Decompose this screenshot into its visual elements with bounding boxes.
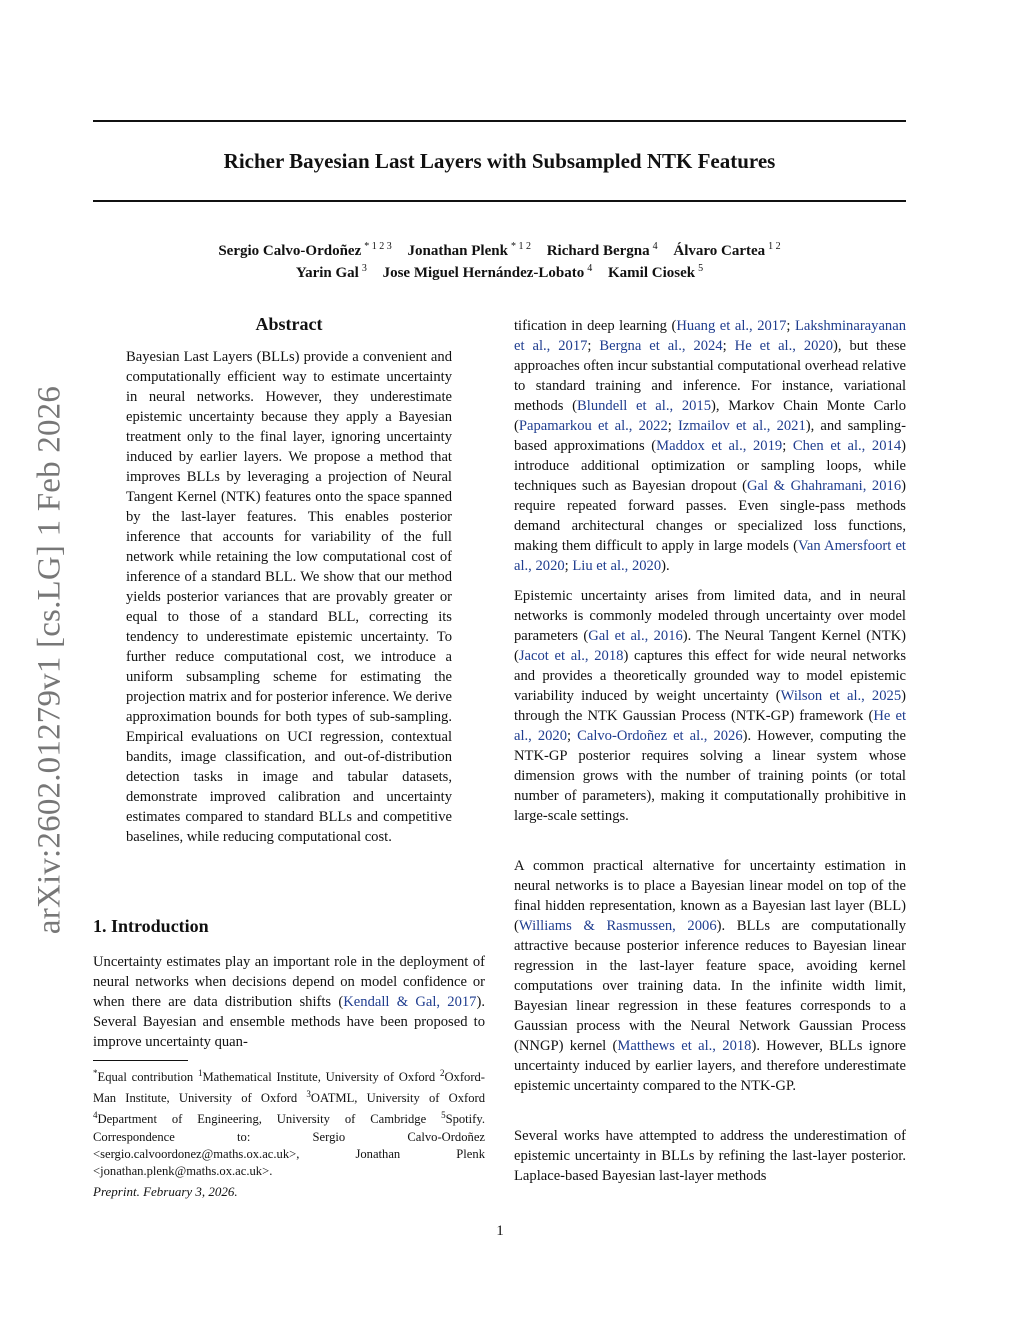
author: Yarin Gal $^3$ xyxy=(295,263,367,281)
citation-link[interactable]: Blundell et al., 2015 xyxy=(577,398,712,414)
citation-link[interactable]: Bergna et al., 2024 xyxy=(599,338,723,354)
arxiv-identifier-sidebar xyxy=(30,380,70,940)
author-list-line-2 xyxy=(93,258,906,284)
section-heading-introduction: 1. Introduction xyxy=(93,916,209,936)
introduction-paragraph: Uncertainty estimates play an important role in the deployment of neural networks when decisions depend on model confidence or when there are data distribution shifts (Kendall & Gal, 2017). Several Bayesian and ensemble methods have been proposed to improve uncertainty quan- xyxy=(93,954,485,1050)
paper-title: Richer Bayesian Last Layers with Subsampled NTK Features xyxy=(223,149,776,173)
citation-link[interactable]: Chen et al., 2014 xyxy=(792,438,902,454)
author: Jonathan Plenk $^{* 1 2}$ xyxy=(407,241,531,259)
arxiv-identifier[interactable]: arXiv:2602.01279v1 [cs.LG] 1 Feb 2026 xyxy=(31,385,68,935)
title-rule-bottom xyxy=(93,200,906,202)
citation-link[interactable]: Huang et al., 2017 xyxy=(676,318,787,334)
citation-link[interactable]: Calvo-Ordoñez et al., 2026 xyxy=(577,728,743,744)
citation-link[interactable]: Kendall & Gal, 2017 xyxy=(343,994,477,1010)
affiliation-footnote: *Equal contribution $^1$Mathematical Institute, University of Oxford $^2$Oxford-Man Institute, University of Oxford $^3$OATML, University of Oxford $^4$Department of Engineering, University of Cambridge $^5$Spotify. Correspondence to: Sergio Calvo-Ordoñez <sergio.calvoordonez@maths.ox.ac.uk>, Jonathan Plenk <jonathan.plenk@maths.ox.ac.uk>. xyxy=(93,1068,486,1178)
citation-link[interactable]: Gal et al., 2016 xyxy=(588,628,683,644)
citation-link[interactable]: Maddox et al., 2019 xyxy=(656,438,783,454)
citation-link[interactable]: Matthews et al., 2018 xyxy=(617,1038,752,1054)
right-column-paragraph: Epistemic uncertainty arises from limited data, and in neural networks is commonly modeled through uncertainty over model parameters (Gal et al., 2016). The Neural Tangent Kernel (NTK) (Jacot et al., 2018) captures this effect for wide neural networks and provides a theoretically grounded way to model epistemic variability induced by weight uncertainty (Wilson et al., 2025) through the NTK Gaussian Process (NTK-GP) framework (He et al., 2020; Calvo-Ordoñez et al., 2026). However, computing the NTK-GP posterior requires solving a linear system whose dimension grows with the number of training points (or total number of parameters), making it computationally prohibitive in large-scale settings. xyxy=(514,588,907,824)
right-column-paragraph: tification in deep learning (Huang et al., 2017; Lakshminarayanan et al., 2017; Bergna et al., 2024; He et al., 2020), but these approaches often incur substantial computational overhead relative to standard training and inference. For instance, variational methods (Blundell et al., 2015), Markov Chain Monte Carlo (Papamarkou et al., 2022; Izmailov et al., 2021), and sampling-based approximations (Maddox et al., 2019; Chen et al., 2014) introduce additional optimization or sampling loops, while techniques such as Bayesian dropout (Gal & Ghahramani, 2016) require repeated forward passes. Even single-pass methods demand architectural changes or specialized loss functions, making them difficult to apply in large models (Van Amersfoort et al., 2020; Liu et al., 2020). xyxy=(514,318,907,574)
right-column-paragraph: A common practical alternative for uncertainty estimation in neural networks is to place a Bayesian linear model on top of the final hidden representation, known as a Bayesian last layer (BLL) (Williams & Rasmussen, 2006). BLLs are computationally attractive because posterior inference reduces to Bayesian linear regression in the last-layer feature space, avoiding kernel computations over training data. In the infinite width limit, Bayesian linear regression in these features corresponds to a Gaussian process with the Neural Network Gaussian Process (NNGP) kernel (Matthews et al., 2018). However, BLLs ignore uncertainty induced by earlier layers, and therefore underestimate epistemic uncertainty compared to the NTK-GP. xyxy=(514,858,906,1094)
citation-link[interactable]: He et al., 2020 xyxy=(734,338,834,354)
citation-link[interactable]: Jacot et al., 2018 xyxy=(518,648,624,664)
citation-link[interactable]: Williams & Rasmussen, 2006 xyxy=(518,918,717,934)
citation-link[interactable]: Papamarkou et al., 2022 xyxy=(518,418,668,434)
author: Álvaro Cartea $^{1 2}$ xyxy=(673,241,781,259)
citation-link[interactable]: Izmailov et al., 2021 xyxy=(677,418,806,434)
author: Sergio Calvo-Ordoñez $^{* 1 2 3}$ xyxy=(218,241,392,259)
author: Richard Bergna $^4$ xyxy=(546,241,658,259)
preprint-note: Preprint. February 3, 2026. xyxy=(93,1184,238,1199)
footnote-rule xyxy=(93,1060,188,1061)
right-column-paragraph: Several works have attempted to address the underestimation of epistemic uncertainty in BLLs by refining the last-layer posterior. Laplace-based Bayesian last-layer methods xyxy=(514,1128,906,1184)
title-rule-top xyxy=(93,120,906,122)
author: Kamil Ciosek $^5$ xyxy=(608,263,704,281)
citation-link[interactable]: Gal & Ghahramani, 2016 xyxy=(746,478,902,494)
abstract-heading: Abstract xyxy=(255,314,323,334)
page-number: 1 xyxy=(496,1223,504,1239)
abstract-body: Bayesian Last Layers (BLLs) provide a convenient and computationally efficient way to estimate uncertainty in neural networks. However, they underestimate epistemic uncertainty because they apply a Bayesian treatment only to the final layer, ignoring uncertainty induced by earlier layers. We propose a method that improves BLLs by leveraging a projection of Neural Tangent Kernel (NTK) features onto the space spanned by the last-layer features. This enables posterior inference that accounts for variability of the full network while retaining the low computational cost of inference of a standard BLL. We show that our method yields posterior variances that are provably greater or equal to those of a standard BLL, correcting its tendency to underestimate epistemic uncertainty. To further reduce computational cost, we introduce a uniform subsampling scheme for estimating the projection matrix and for posterior inference. We derive approximation bounds for both types of sub-sampling. Empirical evaluations on UCI regression, contextual bandits, image classification, and out-of-distribution detection tasks in image and tabular datasets, demonstrate improved calibration and uncertainty estimates compared to standard BLLs and competitive baselines, while reducing computational cost. xyxy=(126,349,452,845)
citation-link[interactable]: Wilson et al., 2025 xyxy=(780,688,902,704)
citation-link[interactable]: He et al., 2020 xyxy=(514,708,907,744)
author: Jose Miguel Hernández-Lobato $^4$ xyxy=(382,263,593,281)
citation-link[interactable]: Lakshminarayanan et al., 2017 xyxy=(514,318,906,354)
citation-link[interactable]: Liu et al., 2020 xyxy=(572,558,662,574)
citation-link[interactable]: Van Amersfoort et al., 2020 xyxy=(514,538,906,574)
